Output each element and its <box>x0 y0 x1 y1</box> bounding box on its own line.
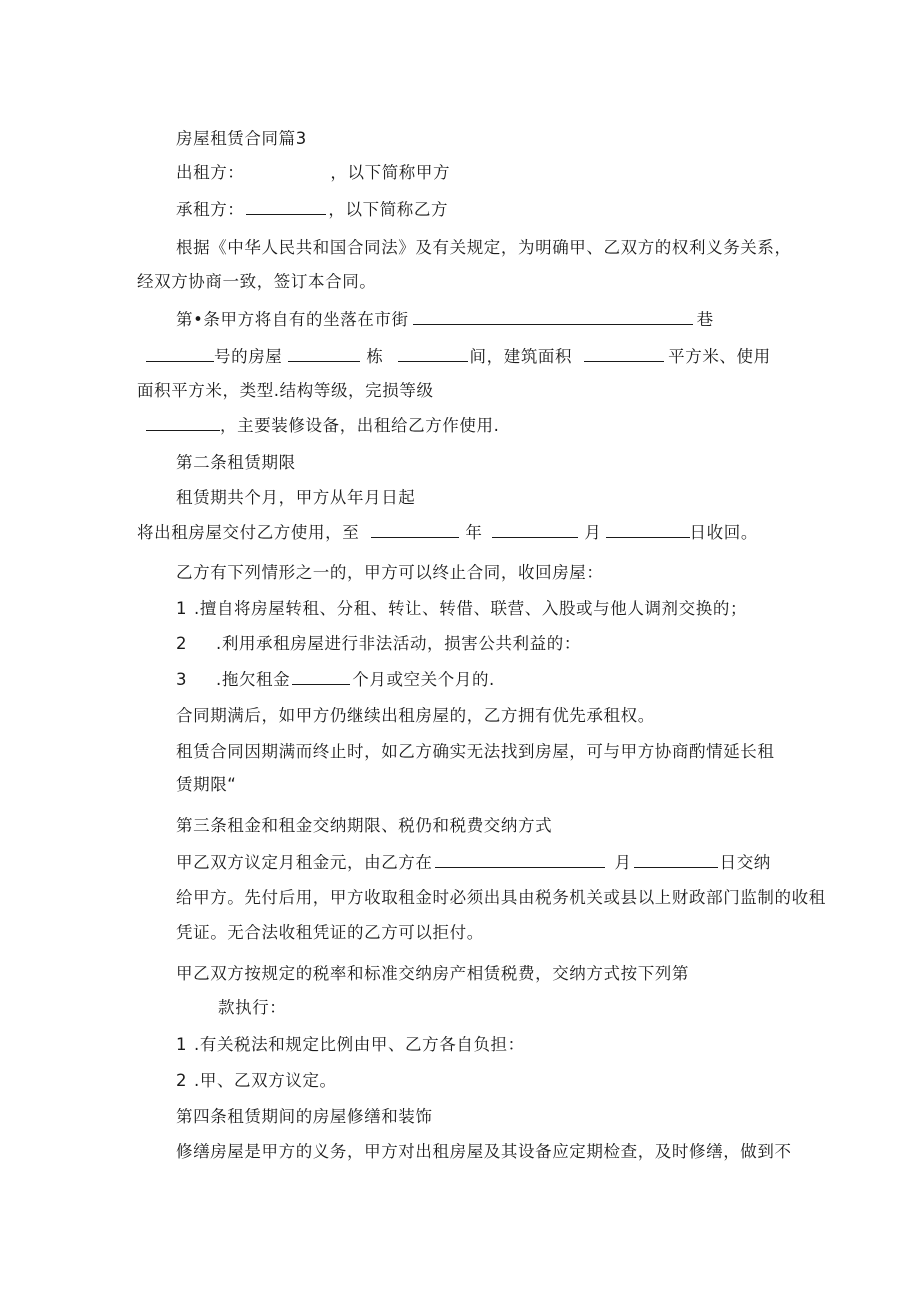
article1-text-f: 平方米、使用 <box>668 347 771 366</box>
article1-text-a: 第•条甲方将自有的坐落在市街 <box>176 310 409 329</box>
lessee-label: 承租方： <box>176 200 245 219</box>
article2-month: 月 <box>584 523 602 542</box>
area-blank <box>584 346 664 362</box>
article1-line-1 <box>176 309 714 331</box>
article1-line-4 <box>146 415 499 437</box>
payment-day-blank <box>634 852 718 868</box>
article1-line-3: 面积平方米，类型.结构等级，完损等级 <box>137 381 434 400</box>
item3-text-a: .拖欠租金 <box>216 670 291 689</box>
preamble-line-2: 经双方协商一致，签订本合同。 <box>137 272 377 291</box>
tax2-text: .甲、乙双方议定。 <box>194 1071 337 1090</box>
document-title: 房屋租赁合同篇3 <box>176 129 307 148</box>
payment-month-blank <box>435 852 605 868</box>
item3-number: 3 <box>176 670 188 689</box>
end-month-blank <box>492 522 578 538</box>
tax1-number: 1 <box>176 1035 188 1054</box>
lessee-blank <box>246 199 326 215</box>
article3-title: 第三条租金和租金交纳期限、税仍和税费交纳方式 <box>176 816 553 835</box>
termination-item-1 <box>176 598 747 620</box>
lessor-label: 出租方： <box>176 163 245 182</box>
article1-text-b: 巷 <box>696 310 714 329</box>
end-day-blank <box>606 522 690 538</box>
house-number-blank <box>146 346 214 362</box>
lessee-line <box>176 199 448 221</box>
preamble-line-1: 根据《中华人民共和国合同法》及有关规定，为明确甲、乙双方的权利义务关系， <box>176 238 792 257</box>
termination-item-2 <box>176 633 581 655</box>
item2-number: 2 <box>176 634 188 653</box>
grade-blank <box>146 415 220 431</box>
lessor-suffix: ，以下简称甲方 <box>330 163 451 182</box>
article2-title: 第二条租赁期限 <box>176 453 296 472</box>
article3-month: 月 <box>614 853 632 872</box>
article2-line-3: 乙方有下列情形之一的，甲方可以终止合同，收回房屋： <box>176 563 604 582</box>
article2-day: 日收回。 <box>689 523 758 542</box>
article2-line-1: 租赁期共个月，甲方从年月日起 <box>176 488 416 507</box>
article3-line-2: 给甲方。先付后用，甲方收取租金时必须出具由税务机关或县以上财政部门监制的收租 <box>176 888 826 907</box>
article3-text-a1: 甲乙双方议定月租金元，由乙方在 <box>176 853 433 872</box>
tax-item-2 <box>176 1070 337 1092</box>
tax1-text: .有关税法和规定比例由甲、乙方各自负担： <box>194 1035 525 1054</box>
article1-text-e: 间，建筑面积 <box>469 347 573 366</box>
street-blank <box>413 309 693 325</box>
arrears-blank <box>292 669 350 685</box>
article4-line-1: 修缮房屋是甲方的义务，甲方对出租房屋及其设备应定期检查，及时修缮，做到不 <box>176 1142 792 1161</box>
article2-line-4: 合同期满后，如甲方仍继续出租房屋的，乙方拥有优先承租权。 <box>176 706 655 725</box>
article3-line-4: 甲乙双方按规定的税率和标准交纳房产相赁税费，交纳方式按下列第 <box>176 964 689 983</box>
article2-line-2 <box>137 522 758 544</box>
article2-line-6: 赁期限“ <box>176 775 237 794</box>
building-blank <box>288 346 360 362</box>
article3-line-3: 凭证。无合法收租凭证的乙方可以拒付。 <box>176 923 484 942</box>
room-blank <box>398 346 468 362</box>
lessee-suffix: ，以下简称乙方 <box>328 200 449 219</box>
tax-item-1 <box>176 1034 525 1056</box>
article1-text-d: 栋 <box>366 347 384 366</box>
article4-title: 第四条租赁期间的房屋修缮和装饰 <box>176 1107 433 1126</box>
item1-text: .擅自将房屋转租、分租、转让、转借、联营、入股或与他人调剂交换的； <box>194 599 748 618</box>
item3-text-b: 个月或空关个月的. <box>352 670 495 689</box>
article2-line-5: 租赁合同因期满而终止时，如乙方确实无法找到房屋，可与甲方协商酌情延长租 <box>176 742 775 761</box>
article3-day: 日交纳 <box>719 853 771 872</box>
article3-line-1 <box>176 852 771 874</box>
article3-line-5: 款执行： <box>218 998 287 1017</box>
article1-text-h: ，主要装修设备，出租给乙方作使用. <box>220 416 500 435</box>
item2-text: .利用承租房屋进行非法活动，损害公共利益的： <box>216 634 581 653</box>
lessor-line <box>176 162 450 184</box>
article2-year: 年 <box>465 523 483 542</box>
termination-item-3 <box>176 669 495 691</box>
item1-number: 1 <box>176 599 188 618</box>
article1-line-2 <box>146 346 771 368</box>
article2-text-b: 将出租房屋交付乙方使用，至 <box>137 523 360 542</box>
end-year-blank <box>371 522 459 538</box>
tax2-number: 2 <box>176 1071 188 1090</box>
article1-text-c: 号的房屋 <box>214 347 283 366</box>
